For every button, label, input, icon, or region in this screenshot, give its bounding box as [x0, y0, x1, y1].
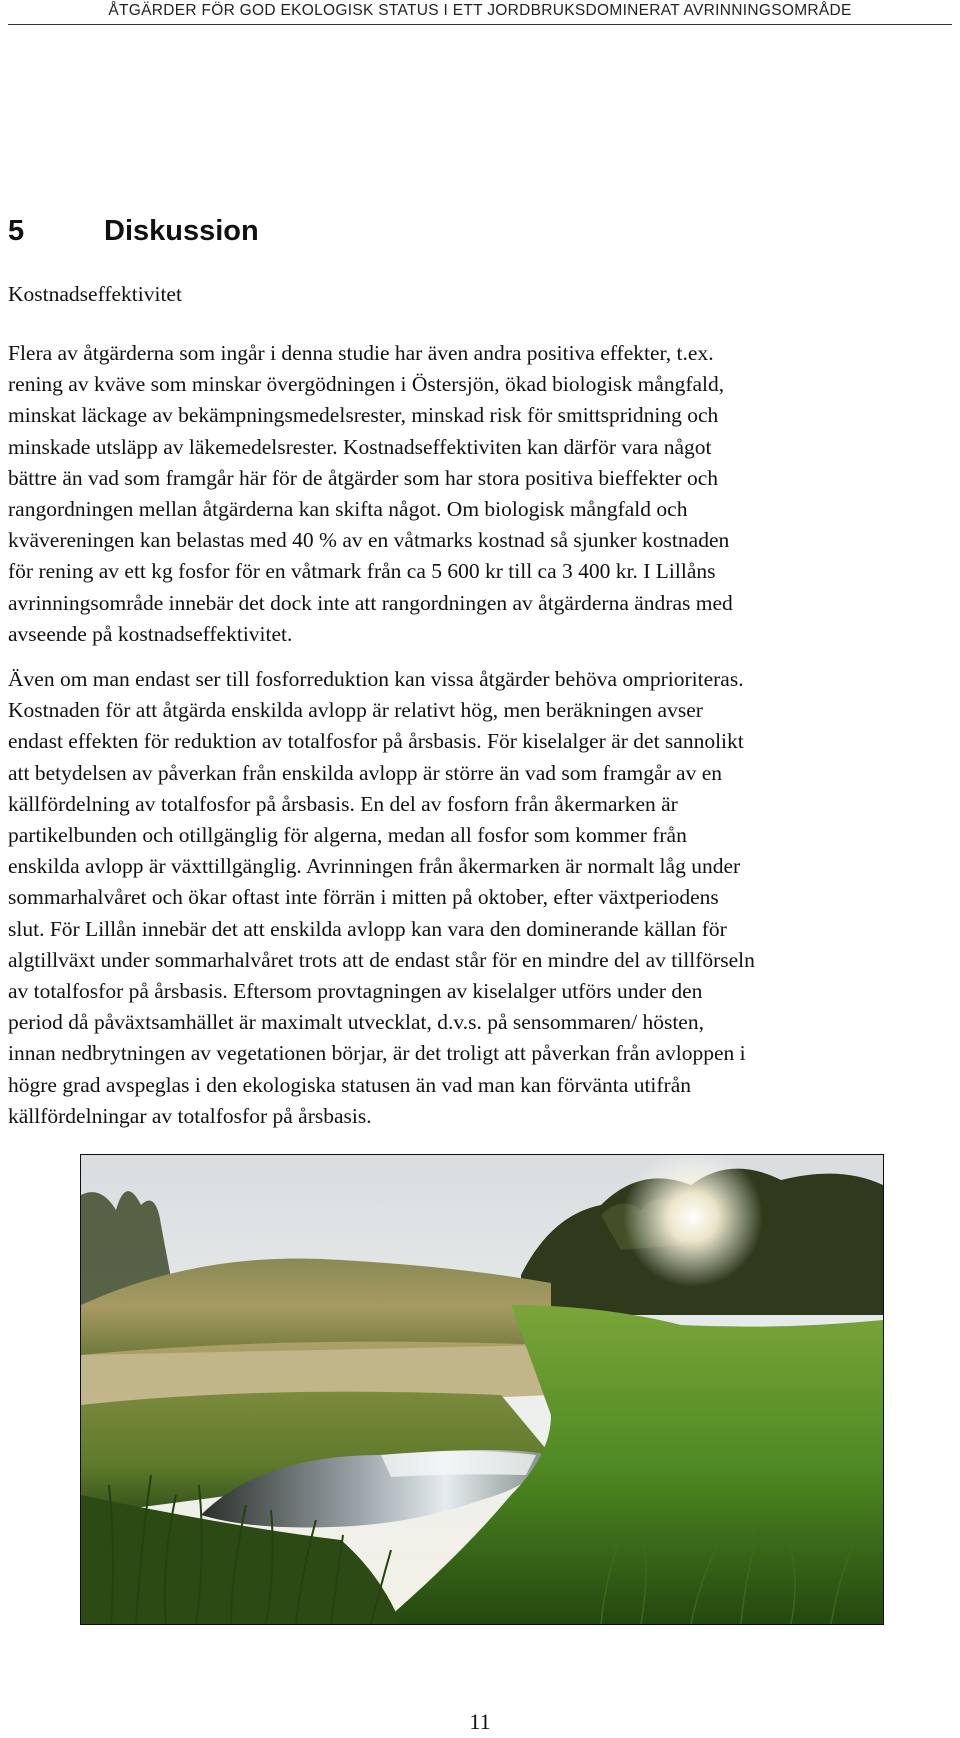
text-line: källfördelning av totalfosfor på årsbasis. En del av fosforn från åkermarken är — [8, 791, 678, 816]
stream-landscape-photo — [80, 1154, 884, 1625]
text-line: Även om man endast ser till fosforreduktion kan vissa åtgärder behöva omprioriteras. — [8, 667, 744, 691]
water-reflection — [381, 1451, 536, 1477]
chapter-heading — [8, 214, 259, 248]
text-line: slut. För Lillån innebär det att enskilda avlopp kan vara den dominerande källan för — [8, 916, 727, 941]
text-line: högre grad avspeglas i den ekologiska statusen än vad man kan förvänta utifrån — [8, 1072, 692, 1097]
text-line: innan nedbrytningen av vegetationen börjar, är det troligt att påverkan från avloppen i — [8, 1041, 746, 1066]
text-line: avrinningsområde innebär det dock inte att rangordningen av åtgärderna ändras med — [8, 590, 733, 615]
text-line: av totalfosfor på årsbasis. Eftersom provtagningen av kiselalger utförs under den — [8, 979, 703, 1004]
text-line: enskilda avlopp är växttillgänglig. Avrinningen från åkermarken är normalt låg under — [8, 854, 741, 879]
paragraph-cost-effectiveness — [8, 338, 954, 650]
text-line: partikelbunden och otillgänglig för algerna, medan all fosfor som kommer från — [8, 823, 687, 848]
text-line: för rening av ett kg fosfor för en våtmark från ca 5 600 kr till ca 3 400 kr. I Lillåns — [8, 559, 716, 584]
text-line: period då påväxtsamhället är maximalt utvecklat, d.v.s. på sensommaren/ hösten, — [8, 1010, 704, 1035]
text-line: avseende på kostnadseffektivitet. — [8, 621, 293, 646]
running-header: ÅTGÄRDER FÖR GOD EKOLOGISK STATUS I ETT JORDBRUKSDOMINERAT AVRINNINGSOMRÅDE — [108, 2, 852, 19]
text-line: Kostnaden för att åtgärda enskilda avlopp är relativt hög, men beräkningen avser — [8, 698, 703, 723]
text-line: att betydelsen av påverkan från enskilda avlopp är större än vad som framgår av en — [8, 760, 722, 785]
text-line: endast effekten för reduktion av totalfosfor på årsbasis. För kiselalger är det sannolikt — [8, 729, 744, 754]
text-line: bättre än vad som framgår här för de åtgärder som har stora positiva bieffekter och — [8, 465, 719, 490]
chapter-number: 5 — [8, 215, 25, 247]
stream-landscape-illustration — [81, 1155, 883, 1624]
text-line: källfördelningar av totalfosfor på årsbasis. — [8, 1103, 372, 1128]
page-number: 11 — [469, 1709, 491, 1734]
text-line: minskat läckage av bekämpningsmedelsrester, minskad risk för smittspridning och — [8, 403, 719, 428]
text-line: kvävereningen kan belastas med 40 % av en våtmarks kostnad så sjunker kostnaden — [8, 528, 730, 553]
section-subheading: Kostnadseffektivitet — [8, 282, 182, 306]
paragraph-phosphorus-reduction — [8, 664, 954, 1132]
text-line: rening av kväve som minskar övergödningen i Östersjön, ökad biologisk mångfald, — [8, 372, 725, 397]
text-line: minskade utsläpp av läkemedelsrester. Kostnadseffektiviten kan därför vara något — [8, 434, 712, 459]
text-line: sommarhalvåret och ökar oftast inte förrän i mitten på oktober, efter växtperiodens — [8, 885, 719, 910]
text-line: algtillväxt under sommarhalvåret trots att de endast står för en mindre del av tillförseln — [8, 947, 755, 972]
chapter-title: Diskussion — [104, 215, 259, 247]
text-line: Flera av åtgärderna som ingår i denna studie har även andra positiva effekter, t.ex. — [8, 341, 714, 365]
header-rule — [8, 24, 952, 25]
text-line: rangordningen mellan åtgärderna kan skifta något. Om biologisk mångfald och — [8, 497, 688, 522]
